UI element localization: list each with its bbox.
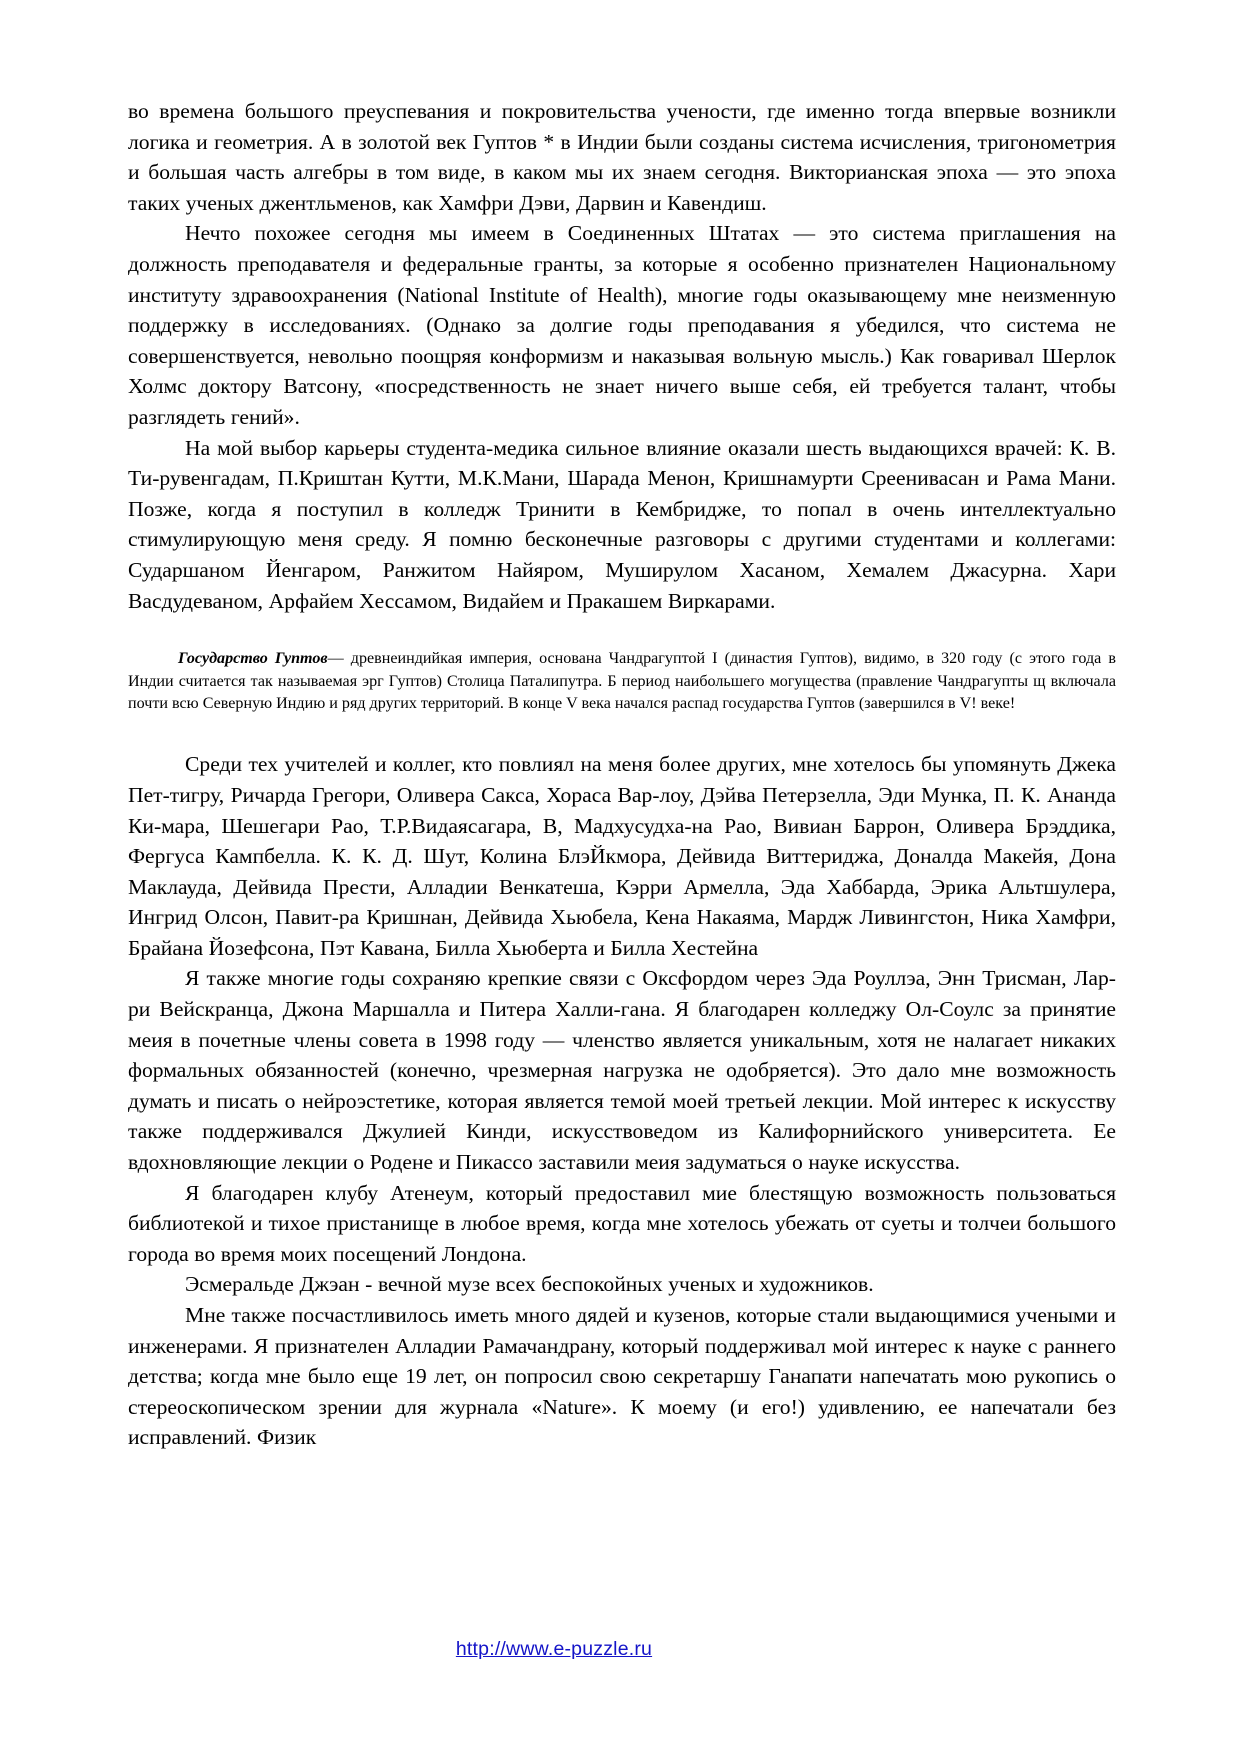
footnote-body: древнеиндийкая империя, основана Чандрагуптой I (династия Гуптов), видимо, в 320 году (с этого года в Индии считается так называемая эрг Гуптов) Столица Паталипутра. Б период наибольшего могущества (правление Чандрагупты щ включала почти всю Северную Индию и ряд других территорий. В конце V века начался распад государства Гуптов (завершился в V! веке! (128, 650, 1116, 712)
paragraph-medical-career: На мой выбор карьеры студента-медика сильное влияние оказали шесть выдающихся врачей: К. В. Ти-рувенгадам, П.Криштан Кутти, М.К.Мани, Шарада Менон, Кришнамурти Среенивасан и Рама Мани. Позже, когда я поступил в колледж Тринити в Кембридже, то попал в очень интеллектуально стимулирующую меня среду. Я помню бесконечные разговоры с другими студентами и коллегами: Сударшаном Йенгаром, Ранжитом Найяром, Муширулом Хасаном, Хемалем Джасурна. Хари Васдудеваном, Арфайем Хессамом, Видайем и Пракашем Виркарами. (128, 435, 1116, 613)
paragraph-continued: во времена большого преуспевания и покровительства учености, где именно тогда впервые возникли логика и геометрия. А в золотой век Гуптов * в Индии были созданы система исчисления, тригонометрия и большая часть алгебры в том виде, в каком мы их знаем сегодня. Викторианская эпоха — это эпоха таких ученых джентльменов, как Хамфри Дэви, Дарвин и Кавендиш. (128, 99, 1116, 215)
page-footer (0, 1638, 1240, 1661)
paragraph-athenaeum: Я благодарен клубу Атенеум, который предоставил мие блестящую возможность пользоваться библиотекой и тихое пристанище в любое время, когда мне хотелось убежать от суеты и толчеи большого города во время моих посещений Лондона. (128, 1180, 1116, 1266)
footnote-separator: — (327, 650, 344, 668)
footnote-paragraph (128, 648, 1116, 715)
paragraph-usa-system: Нечто похожее сегодня мы имеем в Соединенных Штатах — это система приглашения на должность преподавателя и федеральные гранты, за которые я особенно признателен Национальному институту здравоохранения (National Institute of Health), многие годы оказывающему мне неизменную поддержку в исследованиях. (Однако за долгие годы преподавания я убедился, что система не совершенствуется, невольно поощряя конформизм и наказывая вольную мысль.) Как говаривал Шерлок Холмс доктору Ватсону, «посредственность не знает ничего выше себя, ей требуется талант, чтобы разглядеть гений». (128, 221, 1116, 429)
footnote-gupta-empire (128, 648, 1116, 715)
paragraph-oxford: Я также многие годы сохраняю крепкие связи с Оксфордом через Эда Роуллэа, Энн Трисман, Лар-ри Вейскранца, Джона Маршалла и Питера Халли-гана. Я благодарен колледжу Ол-Соулс за принятие меия в почетные члены совета в 1998 году — членство является уникальным, хотя не налагает никаких формальных обязанностей (конечно, чрезмерная нагрузка не одобряется). Это дало мне возможность думать и писать о нейроэстетике, которая является темой моей третьей лекции. Мой интерес к искусству также поддерживался Джулией Кинди, искусствоведом из Калифорнийского университета. Ее вдохновляющие лекции о Родене и Пикассо заставили меия задуматься о науке искусства. (128, 966, 1116, 1175)
footnote-heading: Государство Гуптов (178, 650, 328, 668)
document-text-column (128, 96, 1116, 1453)
paragraph-esmeralda: Эсмеральде Джэан - вечной музе всех беспокойных ученых и художников. (185, 1272, 874, 1297)
paragraph-uncles-cousins: Мне также посчастливилось иметь много дядей и кузенов, которые стали выдающимися учеными и инженерами. Я признателен Алладии Рамачандрану, который поддерживал мой интерес к науке с раннего детства; когда мне было еще 19 лет, он попросил свою секретаршу Ганапати напечатать мою рукопись о стереоскопическом зрении для журнала «Nature». К моему (и его!) удивлению, ее напечатали без исправлений. Физик (128, 1303, 1116, 1450)
paragraph-teachers-colleagues: Среди тех учителей и коллег, кто повлиял на меня более других, мне хотелось бы упомянуть Джека Пет-тигру, Ричарда Грегори, Оливера Сакса, Хораса Вар-лоу, Дэйва Петерзелла, Эди Мунка, П. К. Ананда Ки-мара, Шешегари Рао, Т.Р.Видаясагара, В, Мадхусудха-на Рао, Вивиан Баррон, Оливера Брэддика, Фергуса Кампбелла. К. К. Д. Шут, Колина БлэЙкмора, Дейвида Виттериджа, Доналда Макейя, Дона Маклауда, Дейвида Прести, Алладии Венкатеша, Кэрри Армелла, Эда Хаббарда, Эрика Альтшулера, Ингрид Олсон, Павит-ра Кришнан, Дейвида Хьюбела, Кена Накаяма, Мардж Ливингстон, Ника Хамфри, Брайана Йозефсона, Пэт Кавана, Билла Хьюберта и Билла Хестейна (128, 752, 1116, 960)
footer-website-link[interactable]: http://www.e-puzzle.ru (455, 1638, 653, 1660)
